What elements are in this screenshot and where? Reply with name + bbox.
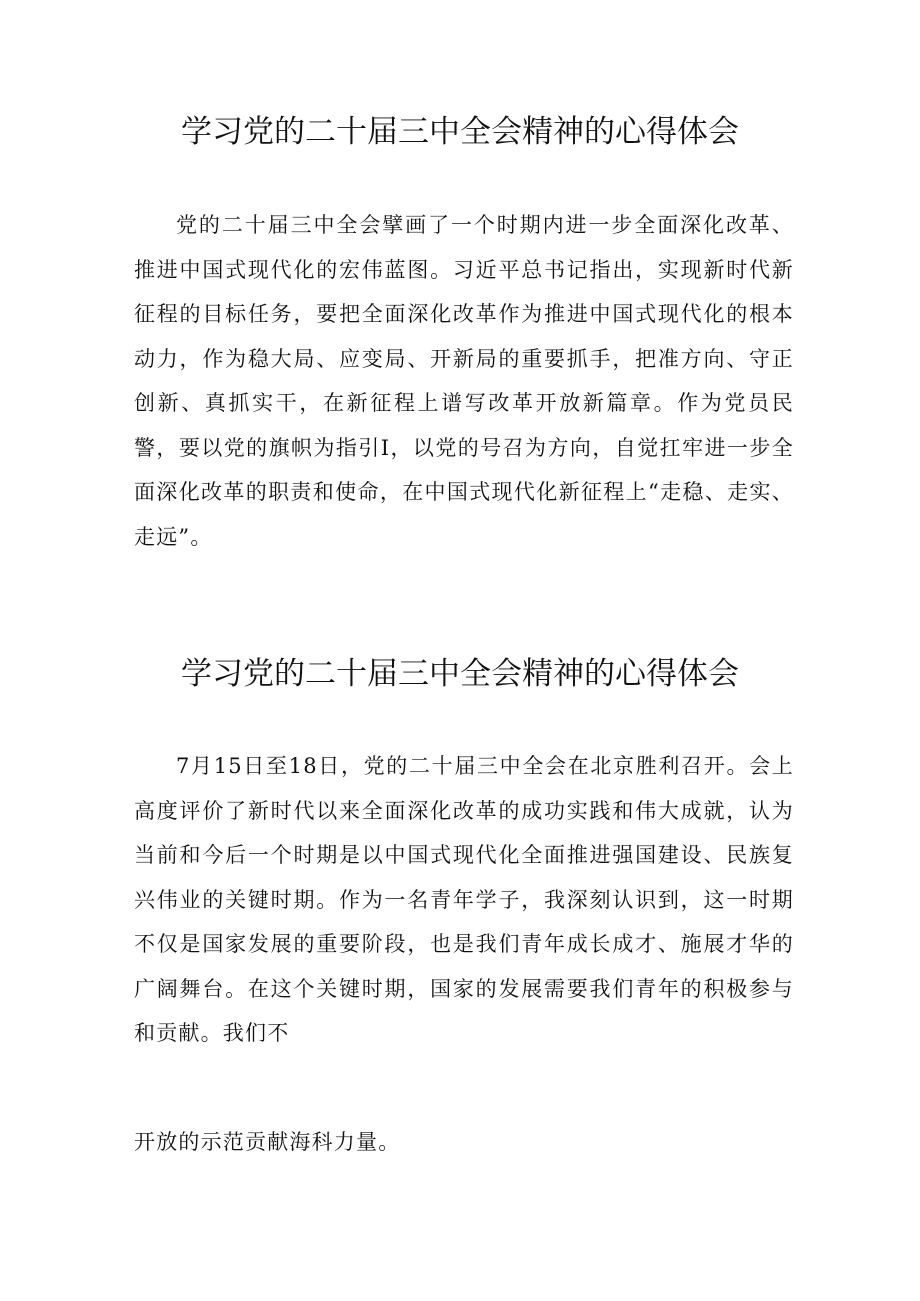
article-1-title: 学习党的二十届三中全会精神的心得体会 bbox=[181, 114, 739, 150]
article-2-body: 7月15日至18日，党的二十届三中全会在北京胜利召开。会上高度评价了新时代以来全面深化改革的成功实践和伟大成就，认为当前和今后一个时期是以中国式现代化全面推进强国建设、民族复兴伟业的关键时期。作为一名青年学子，我深刻认识到，这一时期不仅是国家发展的重要阶段，也是我们青年成长成才、施展才华的广阔舞台。在这个关键时期，国家的发展需要我们青年的积极参与和贡献。我们不 bbox=[134, 754, 794, 1045]
article-2-fragment: 开放的示范贡献海科力量。 bbox=[134, 1130, 401, 1154]
article-2-title: 学习党的二十届三中全会精神的心得体会 bbox=[181, 656, 739, 692]
article-1-body: 党的二十届三中全会擘画了一个时期内进一步全面深化改革、推进中国式现代化的宏伟蓝图。习近平总书记指出，实现新时代新征程的目标任务，要把全面深化改革作为推进中国式现代化的根本动力，作为稳大局、应变局、开新局的重要抓手，把准方向、守正创新、真抓实干，在新征程上谱写改革开放新篇章。作为党员民警，要以党的旗帜为指引I，以党的号召为方向，自觉扛牢进一步全面深化改革的职责和使命，在中国式现代化新征程上“走稳、走实、走远”。 bbox=[134, 213, 794, 549]
